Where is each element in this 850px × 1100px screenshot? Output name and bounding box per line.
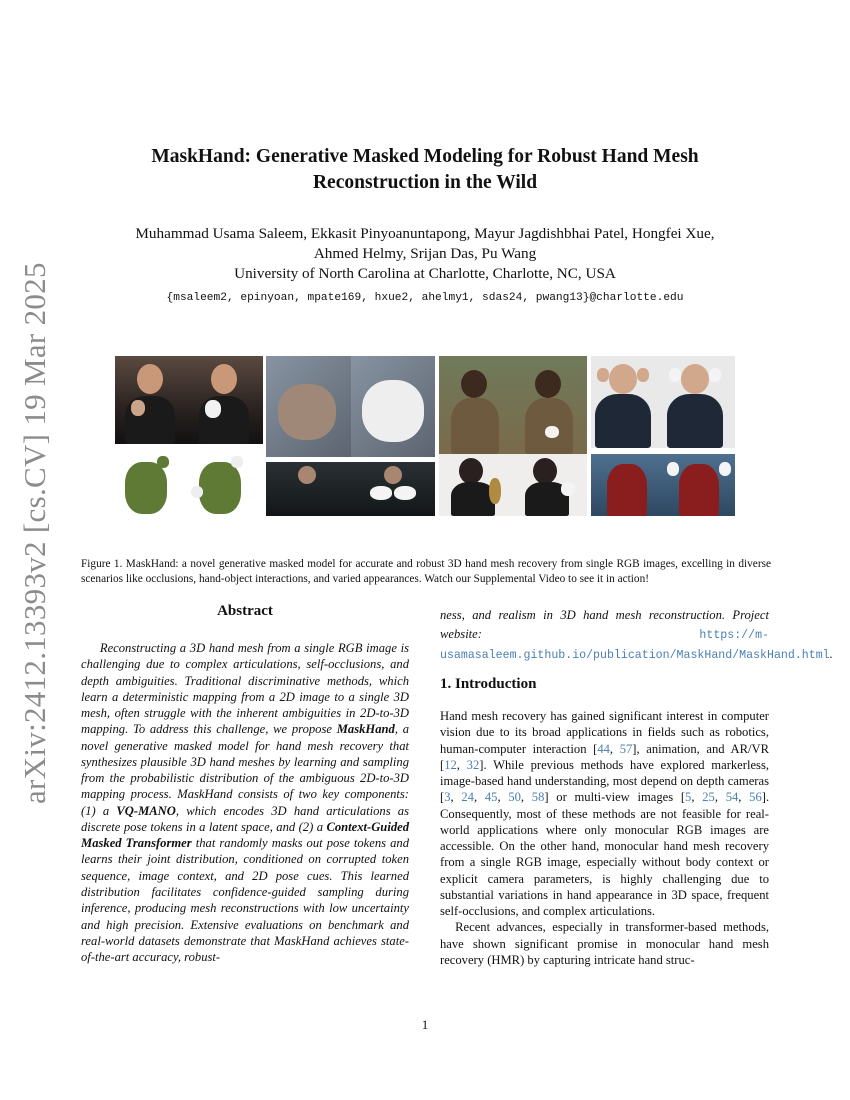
paper-title: MaskHand: Generative Masked Modeling for Robust Hand Mesh Reconstruction in the Wild: [151, 146, 699, 193]
citation-link[interactable]: 5: [685, 790, 692, 805]
teaser-panel-hulk: [115, 452, 263, 516]
author-block: [90, 224, 760, 284]
introduction-body: [440, 708, 769, 968]
citation-link[interactable]: 12: [444, 757, 457, 772]
arxiv-identifier: arXiv:2412.13393v2 [cs.CV] 19 Mar 2025: [17, 262, 52, 804]
teaser-figure: [115, 356, 735, 516]
affiliation: University of North Carolina at Charlotte, Charlotte, NC, USA: [234, 265, 616, 282]
abstract-body: Reconstructing a 3D hand mesh from a single RGB image is challenging due to complex articulations, self-occlusions, and depth ambiguities. Traditional discriminative methods, which learn a deterministic mapping from a 2D image to a single 3D mesh, often struggle with the inherent ambiguities in 2D-to-3D mapping. To address this challenge, we propose MaskHand, a novel generative masked model for hand mesh recovery that synthesizes plausible 3D hand meshes by learning and sampling from the probabilistic distribution of the ambiguous 2D-to-3D mapping process. MaskHand consists of two key components: (1) a VQ-MANO, which encodes 3D hand articulations as discrete pose tokens in a latent space, and (2) a Context-Guided Masked Transformer that randomly masks out pose tokens and learns their joint distribution, conditioned on corrupted token sequence, image context, and 2D pose cues. This learned distribution facilitates confidence-guided sampling during inference, producing mesh reconstructions with low uncertainty and high precision. Extensive evaluations on benchmark and real-world datasets demonstrate that MaskHand achieves state-of-the-art accuracy, robust-: [81, 641, 410, 965]
teaser-panel-red-costume: [591, 454, 735, 516]
teaser-panel-hands-object: [266, 356, 435, 457]
citation-link[interactable]: 24: [461, 790, 474, 805]
teaser-panel-goblet: [115, 356, 263, 444]
citation-link[interactable]: 57: [619, 741, 633, 756]
citation-link[interactable]: 25: [702, 790, 715, 805]
author-emails: {msaleem2, epinyoan, mpate169, hxue2, ahelmy1, sdas24, pwang13}@charlotte.edu: [166, 292, 684, 304]
authors-line-1: Muhammad Usama Saleem, Ekkasit Pinyoanuntapong, Mayur Jagdishbhai Patel, Hongfei Xue,: [135, 225, 715, 242]
citation-link[interactable]: 45: [484, 790, 498, 805]
project-website-link[interactable]: https://m-usamasaleem.github.io/publication/MaskHand/MaskHand.html: [440, 629, 830, 662]
figure-caption: Figure 1. MaskHand: a novel generative masked model for accurate and robust 3D hand mesh recovery from single RGB images, excelling in diverse scenarios like occlusions, hand-object interactions, and varied appearances. Watch our Supplemental Video to see it in action!: [81, 558, 771, 585]
intro-paragraph-1: Hand mesh recovery has gained significant interest in computer vision due to its broad applications in fields such as robotics, human-computer interaction [44, 57], animation, and AR/VR [12, 32]. While previous methods have explored markerless, image-based hand understanding, most depend on depth cameras [3, 24, 45, 50, 58] or multi-view images [5, 25, 54, 56]. Consequently, most of these methods are not feasible for real-world applications where only monocular RGB images are accessible. On the other hand, monocular hand mesh recovery from a single RGB image, especially without body context or explicit camera parameters, is highly challenging due to substantial variations in hand appearance in 3D space, frequent self-occlusions, and complex articulations.: [440, 709, 770, 918]
teaser-panel-award: [439, 454, 587, 516]
citation-link[interactable]: 58: [531, 790, 545, 805]
citation-link[interactable]: 54: [725, 790, 739, 805]
teaser-panel-doctor-strange: [266, 462, 435, 516]
intro-paragraph-2: Recent advances, especially in transformer-based methods, have shown significant promise in monocular hand mesh recovery (HMR) by capturing intricate hand struc-: [440, 920, 769, 967]
abstract-continuation: ness, and realism in 3D hand mesh reconstruction. Project website: https://m-usamasaleem.github.io/publication/MaskHand/MaskHand.html.: [440, 608, 833, 662]
abstract-heading: Abstract: [217, 603, 273, 619]
citation-link[interactable]: 50: [508, 790, 521, 805]
teaser-panel-seated-boy: [439, 356, 587, 457]
introduction-heading: 1. Introduction: [440, 676, 537, 692]
page-number: 1: [421, 1018, 429, 1032]
citation-link[interactable]: 56: [749, 790, 762, 805]
citation-link[interactable]: 44: [597, 741, 610, 756]
citation-link[interactable]: 3: [444, 790, 451, 805]
citation-link[interactable]: 32: [466, 757, 480, 772]
teaser-panel-ok-signs: [591, 356, 735, 448]
authors-line-2: Ahmed Helmy, Srijan Das, Pu Wang: [313, 245, 537, 262]
